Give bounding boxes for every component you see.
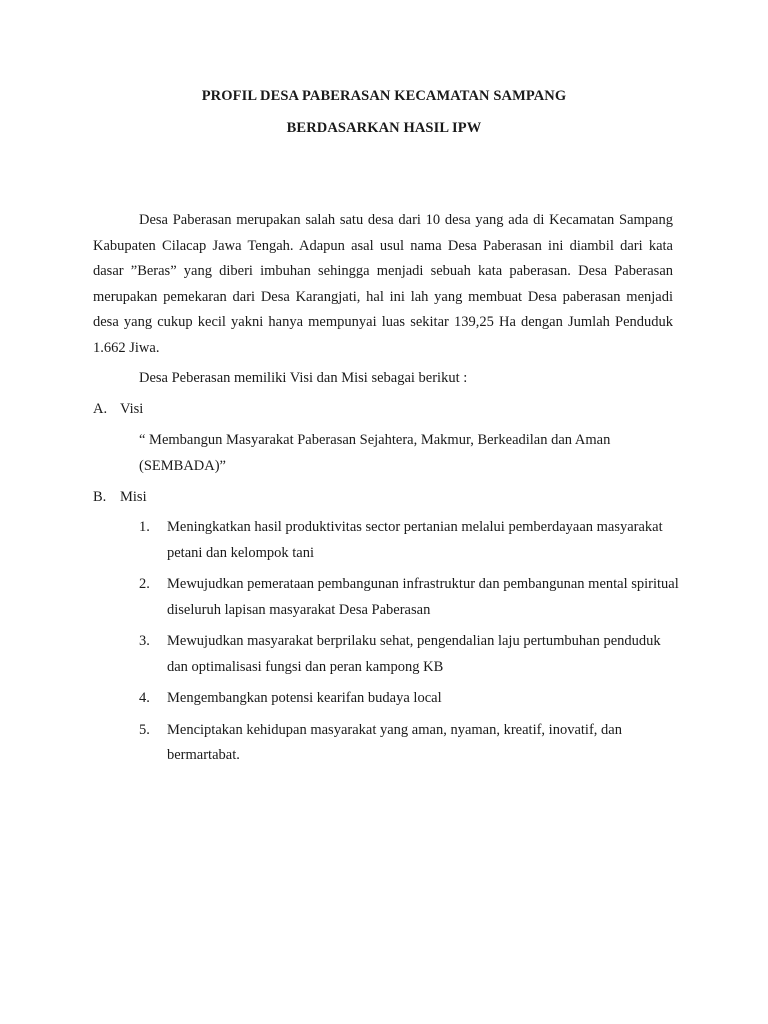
- misi-item-2: [139, 572, 679, 623]
- misi-item-4: [139, 686, 679, 712]
- document-title-line-1: PROFIL DESA PABERASAN KECAMATAN SAMPANG: [201, 88, 567, 104]
- misi-item-5: [139, 718, 679, 769]
- misi-number: 3.: [139, 633, 150, 649]
- section-misi-letter: B.: [93, 489, 107, 505]
- misi-number: 2.: [139, 576, 150, 592]
- misi-item-3: [139, 629, 679, 680]
- document-title-line-2: BERDASARKAN HASIL IPW: [286, 120, 482, 136]
- misi-item-1: [139, 515, 679, 566]
- visi-misi-intro: Desa Peberasan memiliki Visi dan Misi sebagai berikut :: [139, 370, 468, 386]
- misi-number: 1.: [139, 519, 150, 535]
- misi-text: Mewujudkan pemerataan pembangunan infrastruktur dan pembangunan mental spiritual diseluruh lapisan masyarakat Desa Paberasan: [167, 576, 679, 618]
- section-visi-letter: A.: [93, 401, 108, 417]
- misi-text: Meningkatkan hasil produktivitas sector pertanian melalui pemberdayaan masyarakat petani dan kelompok tani: [167, 519, 663, 561]
- section-misi-label: Misi: [120, 489, 147, 505]
- section-misi-heading: [93, 485, 147, 511]
- misi-text: Mewujudkan masyarakat berprilaku sehat, pengendalian laju pertumbuhan penduduk dan optimalisasi fungsi dan peran kampong KB: [167, 633, 661, 675]
- misi-text: Mengembangkan potensi kearifan budaya local: [167, 690, 442, 706]
- misi-number: 5.: [139, 721, 150, 738]
- section-visi-label: Visi: [120, 401, 144, 417]
- visi-statement: “ Membangun Masyarakat Paberasan Sejahtera, Makmur, Berkeadilan dan Aman (SEMBADA)”: [139, 432, 611, 474]
- intro-paragraph: Desa Paberasan merupakan salah satu desa dari 10 desa yang ada di Kecamatan Sampang Kabupaten Cilacap Jawa Tengah. Adapun asal usul nama Desa Paberasan ini diambil dari kata dasar ”Beras” yang diberi imbuhan sehingga menjadi sebuah kata paberasan. Desa Paberasan merupakan pemekaran dari Desa Karangjati, hal ini lah yang membuat Desa paberasan menjadi desa yang cukup kecil yakni hanya mempunyai luas sekitar 139,25 Ha dengan Jumlah Penduduk 1.662 Jiwa.: [93, 212, 673, 356]
- misi-number: 4.: [139, 690, 150, 706]
- misi-list: [139, 515, 679, 775]
- section-visi-heading: [93, 397, 143, 423]
- misi-text: Menciptakan kehidupan masyarakat yang aman, nyaman, kreatif, inovatif, dan bermartabat.: [167, 721, 622, 763]
